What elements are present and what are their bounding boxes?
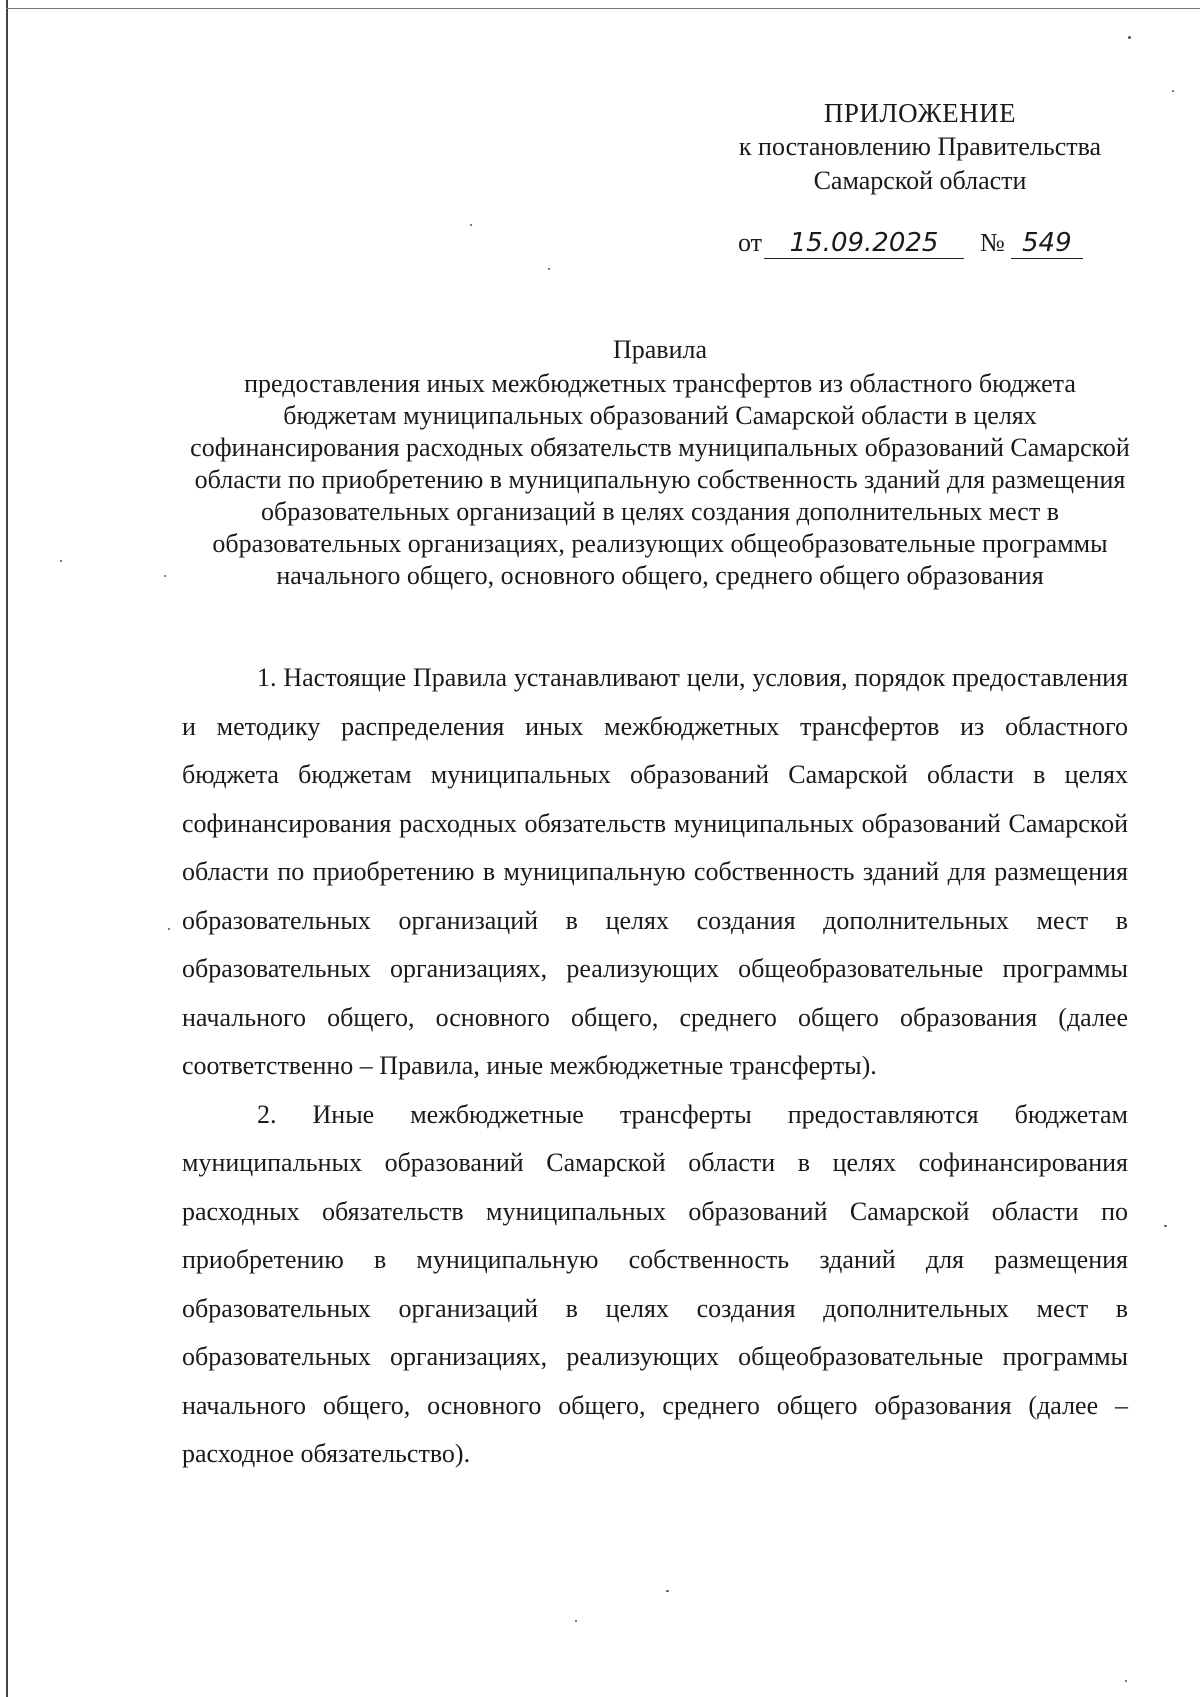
appendix-line-1: к постановлению Правительства <box>738 132 1102 161</box>
title-text: предоставления иных межбюджетных трансфертов из областного бюджета бюджетам муниципальных образований Самарской области в целях софинансирования расходных обязательств муниципальных образований Самарской области по приобретению в муниципальную собственность зданий для размещения образовательных организаций в целях создания дополнительных мест в образовательных организациях, реализующих общеобразовательные программы начального общего, основного общего, среднего общего образования <box>190 369 1130 590</box>
scan-edge-top <box>6 8 1200 9</box>
scan-speck <box>1164 1225 1167 1227</box>
handwritten-number: 549 <box>1011 228 1083 259</box>
decree-date-number <box>738 228 1083 259</box>
handwritten-date: 15.09.2025 <box>764 228 964 259</box>
scan-speck <box>470 224 472 226</box>
from-label: от <box>738 228 763 257</box>
document-body <box>182 654 1128 1479</box>
appendix-line-2: Самарской области <box>813 166 1027 195</box>
document-title <box>190 334 1130 592</box>
paragraph-2: 2. Иные межбюджетные трансферты предоставляются бюджетам муниципальных образований Самарской области в целях софинансирования расходных обязательств муниципальных образований Самарской области по приобретению в муниципальную собственность зданий для размещения образовательных организаций в целях создания дополнительных мест в образовательных организациях, реализующих общеобразовательные программы начального общего, основного общего, среднего общего образования (далее – расходное обязательство). <box>182 1099 1128 1468</box>
appendix-title: ПРИЛОЖЕНИЕ <box>823 98 1017 128</box>
scan-speck <box>1125 1680 1127 1682</box>
scan-speck <box>164 575 166 577</box>
scan-speck <box>575 1620 577 1622</box>
scan-speck <box>1128 36 1131 39</box>
title-word: Правила <box>612 335 708 364</box>
paragraph-1: 1. Настоящие Правила устанавливают цели, условия, порядок предоставления и методику распределения иных межбюджетных трансфертов из областного бюджета бюджетам муниципальных образований Самарской области в целях софинансирования расходных обязательств муниципальных образований Самарской области по приобретению в муниципальную собственность зданий для размещения образовательных организаций в целях создания дополнительных мест в образовательных организациях, реализующих общеобразовательные программы начального общего, основного общего, среднего общего образования (далее соответственно – Правила, иные межбюджетные трансферты). <box>182 663 1128 1080</box>
scan-speck <box>666 1590 669 1592</box>
scan-speck <box>60 560 62 562</box>
scan-speck <box>168 928 170 930</box>
scan-speck <box>1172 90 1174 92</box>
appendix-header <box>690 96 1150 198</box>
scan-speck <box>548 268 550 270</box>
number-label: № <box>980 228 1005 257</box>
scan-edge-left <box>6 0 8 1697</box>
